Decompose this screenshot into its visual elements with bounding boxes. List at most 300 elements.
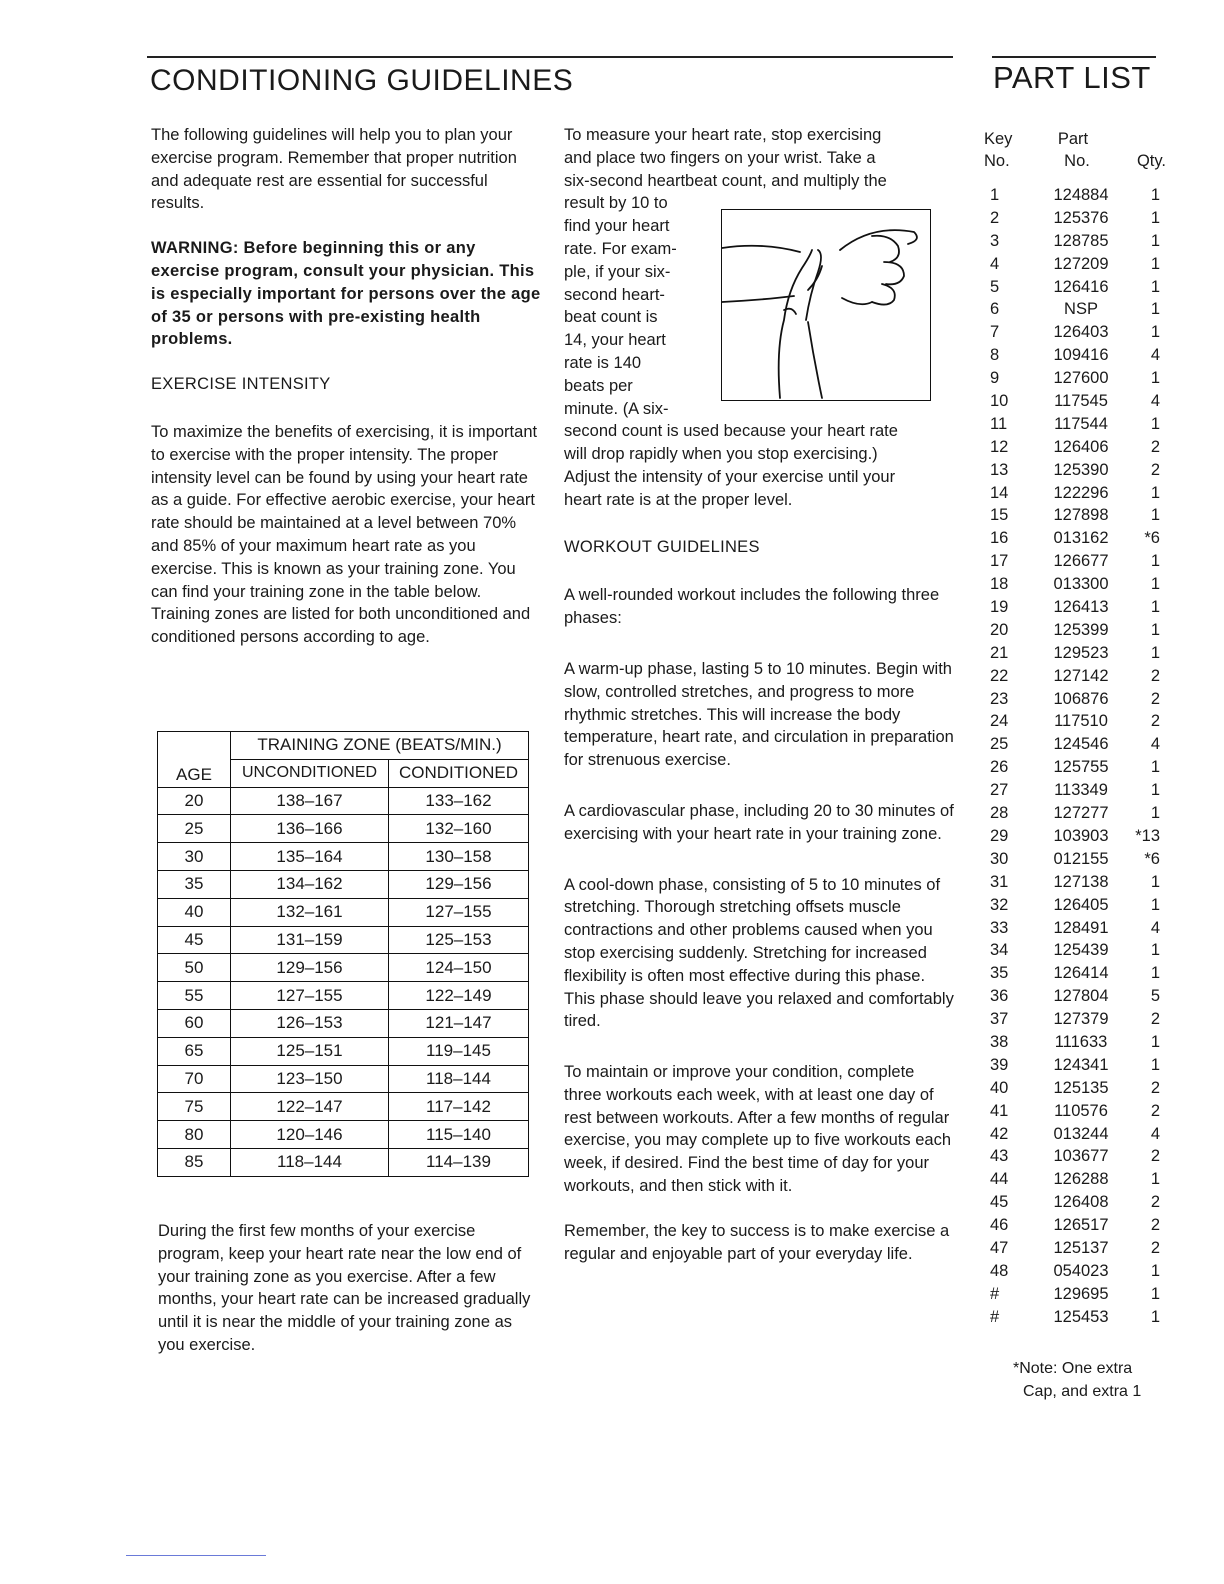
key-no-header: Key No. bbox=[984, 130, 1013, 170]
part-list-row bbox=[980, 1054, 1166, 1077]
training-zone-row bbox=[158, 1121, 529, 1149]
part-list-row bbox=[980, 1145, 1166, 1168]
age-cell: 85 bbox=[158, 1148, 231, 1176]
text-line: ple, if your six- bbox=[564, 262, 671, 281]
training-zone-row bbox=[158, 1009, 529, 1037]
quantity: 4 bbox=[1150, 735, 1160, 754]
age-cell: 50 bbox=[158, 954, 231, 982]
text-line: rate is 140 bbox=[564, 353, 642, 372]
conditioned-cell: 117–142 bbox=[389, 1093, 529, 1121]
key-number: 21 bbox=[990, 643, 1009, 662]
warning-paragraph: WARNING: Before beginning this or any exercise program, consult your physician. This is especially important for persons over the age of 35 or persons with pre-existing health problems. bbox=[151, 239, 541, 349]
part-number: NSP bbox=[1064, 300, 1098, 319]
text-line: minute. (A six- bbox=[564, 399, 669, 418]
heart-rate-lines-top bbox=[564, 124, 954, 192]
quantity: 1 bbox=[1150, 231, 1160, 250]
conditioned-cell: 129–156 bbox=[389, 870, 529, 898]
key-number: 43 bbox=[990, 1147, 1009, 1166]
key-number: 24 bbox=[990, 712, 1009, 731]
training-zone-row bbox=[158, 815, 529, 843]
part-list-row bbox=[980, 1214, 1166, 1237]
quantity: 2 bbox=[1150, 712, 1160, 731]
part-list-row bbox=[980, 710, 1166, 733]
key-number: 9 bbox=[990, 369, 1000, 388]
key-number: 22 bbox=[990, 666, 1009, 685]
unconditioned-header: UNCONDITIONED bbox=[231, 759, 389, 787]
quantity: 1 bbox=[1150, 1307, 1160, 1326]
workout-heading: WORKOUT GUIDELINES bbox=[564, 537, 760, 556]
unconditioned-cell: 136–166 bbox=[231, 815, 389, 843]
part-list-row bbox=[980, 1260, 1166, 1283]
heart-rate-lines-end bbox=[564, 420, 954, 511]
part-list-row bbox=[980, 596, 1166, 619]
part-list-row bbox=[980, 642, 1166, 665]
unconditioned-cell: 129–156 bbox=[231, 954, 389, 982]
qty-header: Qty. bbox=[1136, 152, 1166, 170]
part-list-title: PART LIST bbox=[993, 60, 1151, 95]
part-number: 125376 bbox=[1053, 208, 1109, 227]
age-cell: 70 bbox=[158, 1065, 231, 1093]
quantity: 2 bbox=[1150, 1147, 1160, 1166]
quantity: 1 bbox=[1150, 483, 1160, 502]
unconditioned-cell: 123–150 bbox=[231, 1065, 389, 1093]
quantity: 1 bbox=[1150, 643, 1160, 662]
scan-edge-line bbox=[126, 1555, 266, 1556]
text-line: and place two fingers on your wrist. Take a bbox=[564, 148, 876, 167]
maintain-paragraph: To maintain or improve your condition, complete three workouts each week, with at least one day of rest between workouts. After a few months of regular exercise, you may complete up to five workouts each week, if desired. Find the best time of day for your workouts, and then stick with it. bbox=[564, 1063, 952, 1196]
quantity: 2 bbox=[1150, 1010, 1160, 1029]
conditioned-cell: 125–153 bbox=[389, 926, 529, 954]
quantity: 1 bbox=[1150, 369, 1160, 388]
part-list-row bbox=[980, 321, 1166, 344]
part-list-note: *Note: One extra Cap, and extra 1 bbox=[1013, 1360, 1142, 1400]
unconditioned-cell: 122–147 bbox=[231, 1093, 389, 1121]
key-number: 16 bbox=[990, 529, 1009, 548]
part-number: 103677 bbox=[1053, 1147, 1109, 1166]
part-number: 126403 bbox=[1053, 323, 1109, 342]
training-zone-header: TRAINING ZONE (BEATS/MIN.) bbox=[231, 732, 529, 760]
part-number: 125755 bbox=[1053, 758, 1109, 777]
training-zone-row bbox=[158, 1148, 529, 1176]
training-zone-table bbox=[157, 731, 529, 1177]
training-zone-row bbox=[158, 787, 529, 815]
text-line: 14, your heart bbox=[564, 331, 666, 350]
top-rule-left bbox=[147, 56, 953, 58]
part-list-row bbox=[980, 207, 1166, 230]
part-number: 111633 bbox=[1054, 1032, 1108, 1051]
part-number: 109416 bbox=[1053, 346, 1109, 365]
part-list-row bbox=[980, 1008, 1166, 1031]
quantity: 1 bbox=[1150, 1284, 1160, 1303]
quantity: 1 bbox=[1150, 300, 1160, 319]
training-zone-row bbox=[158, 898, 529, 926]
part-list-row bbox=[980, 619, 1166, 642]
age-cell: 30 bbox=[158, 843, 231, 871]
part-list-row bbox=[980, 436, 1166, 459]
cooldown-paragraph: A cool-down phase, consisting of 5 to 10 minutes of stretching. Thorough stretching offsets muscle contractions and other problems caused when you stop exercising suddenly. Stretching for increased flexibility is often most effective during this phase. This phase should leave you relaxed and comfortably tired. bbox=[564, 875, 954, 1031]
page-title: CONDITIONING GUIDELINES bbox=[150, 64, 574, 97]
quantity: *6 bbox=[1144, 849, 1160, 868]
quantity: 1 bbox=[1150, 208, 1160, 227]
key-number: 5 bbox=[990, 277, 1000, 296]
part-number: 117544 bbox=[1054, 414, 1108, 433]
quantity: 4 bbox=[1150, 392, 1160, 411]
text-line: beats per bbox=[564, 376, 633, 395]
key-number: 30 bbox=[990, 849, 1009, 868]
pulse-check-illustration bbox=[721, 209, 931, 401]
age-cell: 60 bbox=[158, 1009, 231, 1037]
key-number: 27 bbox=[990, 781, 1009, 800]
part-number: 125135 bbox=[1053, 1078, 1109, 1097]
conditioned-cell: 122–149 bbox=[389, 982, 529, 1010]
unconditioned-cell: 134–162 bbox=[231, 870, 389, 898]
key-number: 41 bbox=[990, 1101, 1009, 1120]
part-number: 106876 bbox=[1053, 689, 1109, 708]
training-zone-row bbox=[158, 954, 529, 982]
part-list-row bbox=[980, 1123, 1166, 1146]
quantity: 1 bbox=[1150, 277, 1160, 296]
key-number: 28 bbox=[990, 804, 1009, 823]
part-list-row bbox=[980, 894, 1166, 917]
quantity: 1 bbox=[1150, 804, 1160, 823]
part-number: 125390 bbox=[1053, 460, 1109, 479]
age-cell: 75 bbox=[158, 1093, 231, 1121]
part-number: 127898 bbox=[1053, 506, 1109, 525]
key-number: 48 bbox=[990, 1261, 1009, 1280]
quantity: 2 bbox=[1150, 689, 1160, 708]
part-list-row bbox=[980, 276, 1166, 299]
text-line: beat count is bbox=[564, 308, 658, 327]
conditioned-cell: 115–140 bbox=[389, 1121, 529, 1149]
conditioned-cell: 118–144 bbox=[389, 1065, 529, 1093]
part-list-row bbox=[980, 985, 1166, 1008]
age-cell: 65 bbox=[158, 1037, 231, 1065]
key-number: # bbox=[990, 1284, 1000, 1303]
part-list-row bbox=[980, 1306, 1166, 1329]
quantity: 4 bbox=[1150, 1124, 1160, 1143]
key-number: 23 bbox=[990, 689, 1009, 708]
part-list-row bbox=[980, 848, 1166, 871]
key-number: 31 bbox=[990, 872, 1009, 891]
key-number: 3 bbox=[990, 231, 1000, 250]
part-no-header: Part No. bbox=[1057, 130, 1090, 170]
quantity: 2 bbox=[1150, 460, 1160, 479]
key-number: 4 bbox=[990, 254, 1000, 273]
part-list-row bbox=[980, 733, 1166, 756]
key-number: 1 bbox=[990, 186, 1000, 204]
part-list-row bbox=[980, 344, 1166, 367]
quantity: 1 bbox=[1150, 758, 1160, 777]
text-line: second count is used because your heart rate bbox=[564, 422, 898, 441]
unconditioned-cell: 132–161 bbox=[231, 898, 389, 926]
quantity: 1 bbox=[1150, 186, 1160, 204]
age-header: AGE bbox=[158, 732, 231, 788]
quantity: 1 bbox=[1150, 895, 1160, 914]
part-number: 127804 bbox=[1053, 987, 1109, 1006]
part-list-row bbox=[980, 1191, 1166, 1214]
text-line: will drop rapidly when you stop exercising.) bbox=[564, 445, 878, 464]
quantity: *13 bbox=[1135, 826, 1160, 845]
part-number: 125453 bbox=[1053, 1307, 1109, 1326]
intensity-heading: EXERCISE INTENSITY bbox=[151, 375, 331, 394]
part-list-row bbox=[980, 573, 1166, 596]
text-line: six-second heartbeat count, and multiply the bbox=[564, 171, 887, 190]
part-list-row bbox=[980, 230, 1166, 253]
text-line: Adjust the intensity of your exercise until your bbox=[564, 467, 896, 486]
key-number: 37 bbox=[990, 1010, 1009, 1029]
key-number: 26 bbox=[990, 758, 1009, 777]
key-number: 45 bbox=[990, 1193, 1009, 1212]
key-number: 13 bbox=[990, 460, 1009, 479]
part-number: 013162 bbox=[1053, 529, 1109, 548]
part-number: 117510 bbox=[1054, 712, 1108, 731]
cardio-paragraph: A cardiovascular phase, including 20 to 30 minutes of exercising with your heart rate in your training zone. bbox=[564, 801, 954, 843]
part-list bbox=[980, 128, 1166, 1329]
part-number: 126406 bbox=[1053, 437, 1109, 456]
part-number: 126288 bbox=[1053, 1170, 1109, 1189]
part-number: 127209 bbox=[1053, 254, 1109, 273]
part-list-row bbox=[980, 1077, 1166, 1100]
age-cell: 25 bbox=[158, 815, 231, 843]
unconditioned-cell: 135–164 bbox=[231, 843, 389, 871]
key-number: 6 bbox=[990, 300, 1000, 319]
part-number: 126677 bbox=[1053, 552, 1109, 571]
quantity: 1 bbox=[1150, 254, 1160, 273]
key-number: 17 bbox=[990, 552, 1009, 571]
quantity: 1 bbox=[1150, 552, 1160, 571]
key-number: 12 bbox=[990, 437, 1009, 456]
key-number: 38 bbox=[990, 1032, 1009, 1051]
part-list-row bbox=[980, 962, 1166, 985]
part-number: 013244 bbox=[1053, 1124, 1109, 1143]
part-list-row bbox=[980, 1100, 1166, 1123]
quantity: 1 bbox=[1150, 872, 1160, 891]
part-list-row bbox=[980, 1168, 1166, 1191]
key-number: 2 bbox=[990, 208, 1000, 227]
part-number: 128785 bbox=[1053, 231, 1109, 250]
age-cell: 55 bbox=[158, 982, 231, 1010]
part-list-row bbox=[980, 413, 1166, 436]
key-number: 39 bbox=[990, 1055, 1009, 1074]
key-number: 36 bbox=[990, 987, 1009, 1006]
quantity: 2 bbox=[1150, 1193, 1160, 1212]
conditioned-cell: 132–160 bbox=[389, 815, 529, 843]
key-number: 11 bbox=[990, 414, 1008, 433]
quantity: 2 bbox=[1150, 437, 1160, 456]
part-number: 125399 bbox=[1053, 620, 1109, 639]
part-number: 127142 bbox=[1053, 666, 1109, 685]
part-list-row bbox=[980, 1031, 1166, 1054]
part-number: 126517 bbox=[1053, 1216, 1109, 1235]
text-line: find your heart bbox=[564, 217, 670, 236]
part-number: 125439 bbox=[1053, 941, 1109, 960]
key-number: 33 bbox=[990, 918, 1009, 937]
quantity: 1 bbox=[1150, 1032, 1160, 1051]
part-list-row bbox=[980, 825, 1166, 848]
unconditioned-cell: 125–151 bbox=[231, 1037, 389, 1065]
part-list-row bbox=[980, 1283, 1166, 1306]
text-line: result by 10 to bbox=[564, 194, 668, 213]
part-number: 124884 bbox=[1053, 186, 1109, 204]
key-number: 7 bbox=[990, 323, 1000, 342]
quantity: 1 bbox=[1150, 414, 1160, 433]
training-zone-row bbox=[158, 982, 529, 1010]
part-number: 126405 bbox=[1053, 895, 1109, 914]
age-cell: 80 bbox=[158, 1121, 231, 1149]
part-number: 117545 bbox=[1054, 392, 1108, 411]
left-column bbox=[151, 124, 543, 671]
conditioned-cell: 133–162 bbox=[389, 787, 529, 815]
part-number: 124546 bbox=[1053, 735, 1109, 754]
part-list-row bbox=[980, 665, 1166, 688]
age-cell: 40 bbox=[158, 898, 231, 926]
part-list-row bbox=[980, 550, 1166, 573]
part-list-row bbox=[980, 504, 1166, 527]
part-number: 054023 bbox=[1053, 1261, 1109, 1280]
key-number: 8 bbox=[990, 346, 1000, 365]
remember-paragraph: Remember, the key to success is to make exercise a regular and enjoyable part of your everyday life. bbox=[564, 1221, 950, 1263]
conditioned-cell: 121–147 bbox=[389, 1009, 529, 1037]
key-number: 15 bbox=[990, 506, 1009, 525]
key-number: 10 bbox=[990, 392, 1009, 411]
key-number: 18 bbox=[990, 575, 1009, 594]
quantity: *6 bbox=[1144, 529, 1160, 548]
part-list-row bbox=[980, 917, 1166, 940]
quantity: 4 bbox=[1150, 346, 1160, 365]
quantity: 1 bbox=[1150, 1170, 1160, 1189]
warmup-paragraph: A warm-up phase, lasting 5 to 10 minutes. Begin with slow, controlled stretches, and progress to more rhythmic stretches. This will increase the body temperature, heart rate, and circulation in preparation for strenuous exercise. bbox=[564, 659, 954, 770]
part-list-row bbox=[980, 688, 1166, 711]
text-line: heart rate is at the proper level. bbox=[564, 490, 793, 509]
key-number: 35 bbox=[990, 964, 1009, 983]
part-list-row bbox=[980, 939, 1166, 962]
key-number: 40 bbox=[990, 1078, 1009, 1097]
conditioned-cell: 119–145 bbox=[389, 1037, 529, 1065]
quantity: 2 bbox=[1150, 1216, 1160, 1235]
part-number: 124341 bbox=[1053, 1055, 1109, 1074]
part-list-rows bbox=[980, 184, 1166, 1329]
text-line: rate. For exam- bbox=[564, 239, 677, 258]
unconditioned-cell: 127–155 bbox=[231, 982, 389, 1010]
quantity: 2 bbox=[1150, 1078, 1160, 1097]
quantity: 1 bbox=[1150, 506, 1160, 525]
quantity: 1 bbox=[1150, 598, 1160, 617]
part-number: 110576 bbox=[1054, 1101, 1108, 1120]
part-number: 012155 bbox=[1053, 849, 1109, 868]
part-list-row bbox=[980, 253, 1166, 276]
quantity: 1 bbox=[1150, 941, 1160, 960]
quantity: 2 bbox=[1150, 1101, 1160, 1120]
quantity: 2 bbox=[1150, 666, 1160, 685]
key-number: 46 bbox=[990, 1216, 1009, 1235]
part-list-row bbox=[980, 184, 1166, 207]
part-list-row bbox=[980, 802, 1166, 825]
part-list-row bbox=[980, 779, 1166, 802]
training-zone-row bbox=[158, 843, 529, 871]
part-number: 126416 bbox=[1053, 277, 1109, 296]
hand-on-wrist-drawing bbox=[722, 210, 929, 399]
part-list-row bbox=[980, 390, 1166, 413]
part-number: 129523 bbox=[1053, 643, 1109, 662]
unconditioned-cell: 138–167 bbox=[231, 787, 389, 815]
quantity: 5 bbox=[1150, 987, 1160, 1006]
part-list-row bbox=[980, 482, 1166, 505]
key-number: 14 bbox=[990, 483, 1009, 502]
part-number: 113349 bbox=[1054, 781, 1108, 800]
age-cell: 20 bbox=[158, 787, 231, 815]
key-number: 44 bbox=[990, 1170, 1009, 1189]
key-number: 25 bbox=[990, 735, 1009, 754]
quantity: 1 bbox=[1150, 575, 1160, 594]
part-number: 127379 bbox=[1053, 1010, 1109, 1029]
part-number: 127600 bbox=[1053, 369, 1109, 388]
part-list-row bbox=[980, 756, 1166, 779]
key-number: 47 bbox=[990, 1238, 1009, 1257]
part-list-row bbox=[980, 298, 1166, 321]
training-zone-body bbox=[158, 787, 529, 1176]
part-number: 126413 bbox=[1053, 598, 1109, 617]
part-number: 128491 bbox=[1053, 918, 1109, 937]
key-number: 29 bbox=[990, 826, 1009, 845]
conditioned-cell: 127–155 bbox=[389, 898, 529, 926]
part-number: 103903 bbox=[1053, 826, 1109, 845]
training-zone-row bbox=[158, 926, 529, 954]
part-list-row bbox=[980, 1237, 1166, 1260]
conditioned-header: CONDITIONED bbox=[389, 759, 529, 787]
training-zone-row bbox=[158, 1065, 529, 1093]
part-number: 126408 bbox=[1053, 1193, 1109, 1212]
age-cell: 45 bbox=[158, 926, 231, 954]
unconditioned-cell: 120–146 bbox=[231, 1121, 389, 1149]
conditioned-cell: 130–158 bbox=[389, 843, 529, 871]
part-number: 013300 bbox=[1053, 575, 1109, 594]
part-number: 129695 bbox=[1053, 1284, 1109, 1303]
unconditioned-cell: 126–153 bbox=[231, 1009, 389, 1037]
part-number: 127138 bbox=[1053, 872, 1109, 891]
part-list-row bbox=[980, 527, 1166, 550]
unconditioned-cell: 118–144 bbox=[231, 1148, 389, 1176]
after-table-paragraph: During the first few months of your exercise program, keep your heart rate near the low end of your training zone as you exercise. After a few months, your heart rate can be increased gradually until it is near the middle of your training zone as you exercise. bbox=[158, 1222, 531, 1354]
part-list-row bbox=[980, 871, 1166, 894]
quantity: 1 bbox=[1150, 781, 1160, 800]
quantity: 1 bbox=[1150, 1261, 1160, 1280]
workout-intro: A well-rounded workout includes the following three phases: bbox=[564, 586, 940, 628]
part-number: 125137 bbox=[1053, 1238, 1109, 1257]
quantity: 1 bbox=[1150, 620, 1160, 639]
quantity: 4 bbox=[1150, 918, 1160, 937]
quantity: 1 bbox=[1150, 323, 1160, 342]
part-number: 126414 bbox=[1053, 964, 1109, 983]
key-number: 20 bbox=[990, 620, 1009, 639]
key-number: 42 bbox=[990, 1124, 1009, 1143]
age-cell: 35 bbox=[158, 870, 231, 898]
training-zone-row bbox=[158, 1037, 529, 1065]
part-list-row bbox=[980, 367, 1166, 390]
part-number: 127277 bbox=[1053, 804, 1109, 823]
key-number: 34 bbox=[990, 941, 1009, 960]
part-number: 122296 bbox=[1053, 483, 1109, 502]
text-line: To measure your heart rate, stop exercising bbox=[564, 126, 882, 144]
quantity: 2 bbox=[1150, 1238, 1160, 1257]
intensity-paragraph: To maximize the benefits of exercising, it is important to exercise with the proper intensity. The proper intensity level can be found by using your heart rate as a guide. For effective aerobic exercise, your heart rate should be maintained at a level between 70% and 85% of your maximum heart rate as you exercise. This is known as your training zone. You can find your training zone in the table below. Training zones are listed for both unconditioned and conditioned persons according to age. bbox=[151, 422, 538, 647]
text-line: second heart- bbox=[564, 285, 665, 304]
training-zone-row bbox=[158, 1093, 529, 1121]
conditioned-cell: 114–139 bbox=[389, 1148, 529, 1176]
intro-paragraph: The following guidelines will help you to plan your exercise program. Remember that proper nutrition and adequate rest are essential for successful results. bbox=[151, 126, 517, 213]
key-number: 19 bbox=[990, 598, 1009, 617]
key-number: # bbox=[990, 1307, 1000, 1326]
quantity: 1 bbox=[1150, 1055, 1160, 1074]
